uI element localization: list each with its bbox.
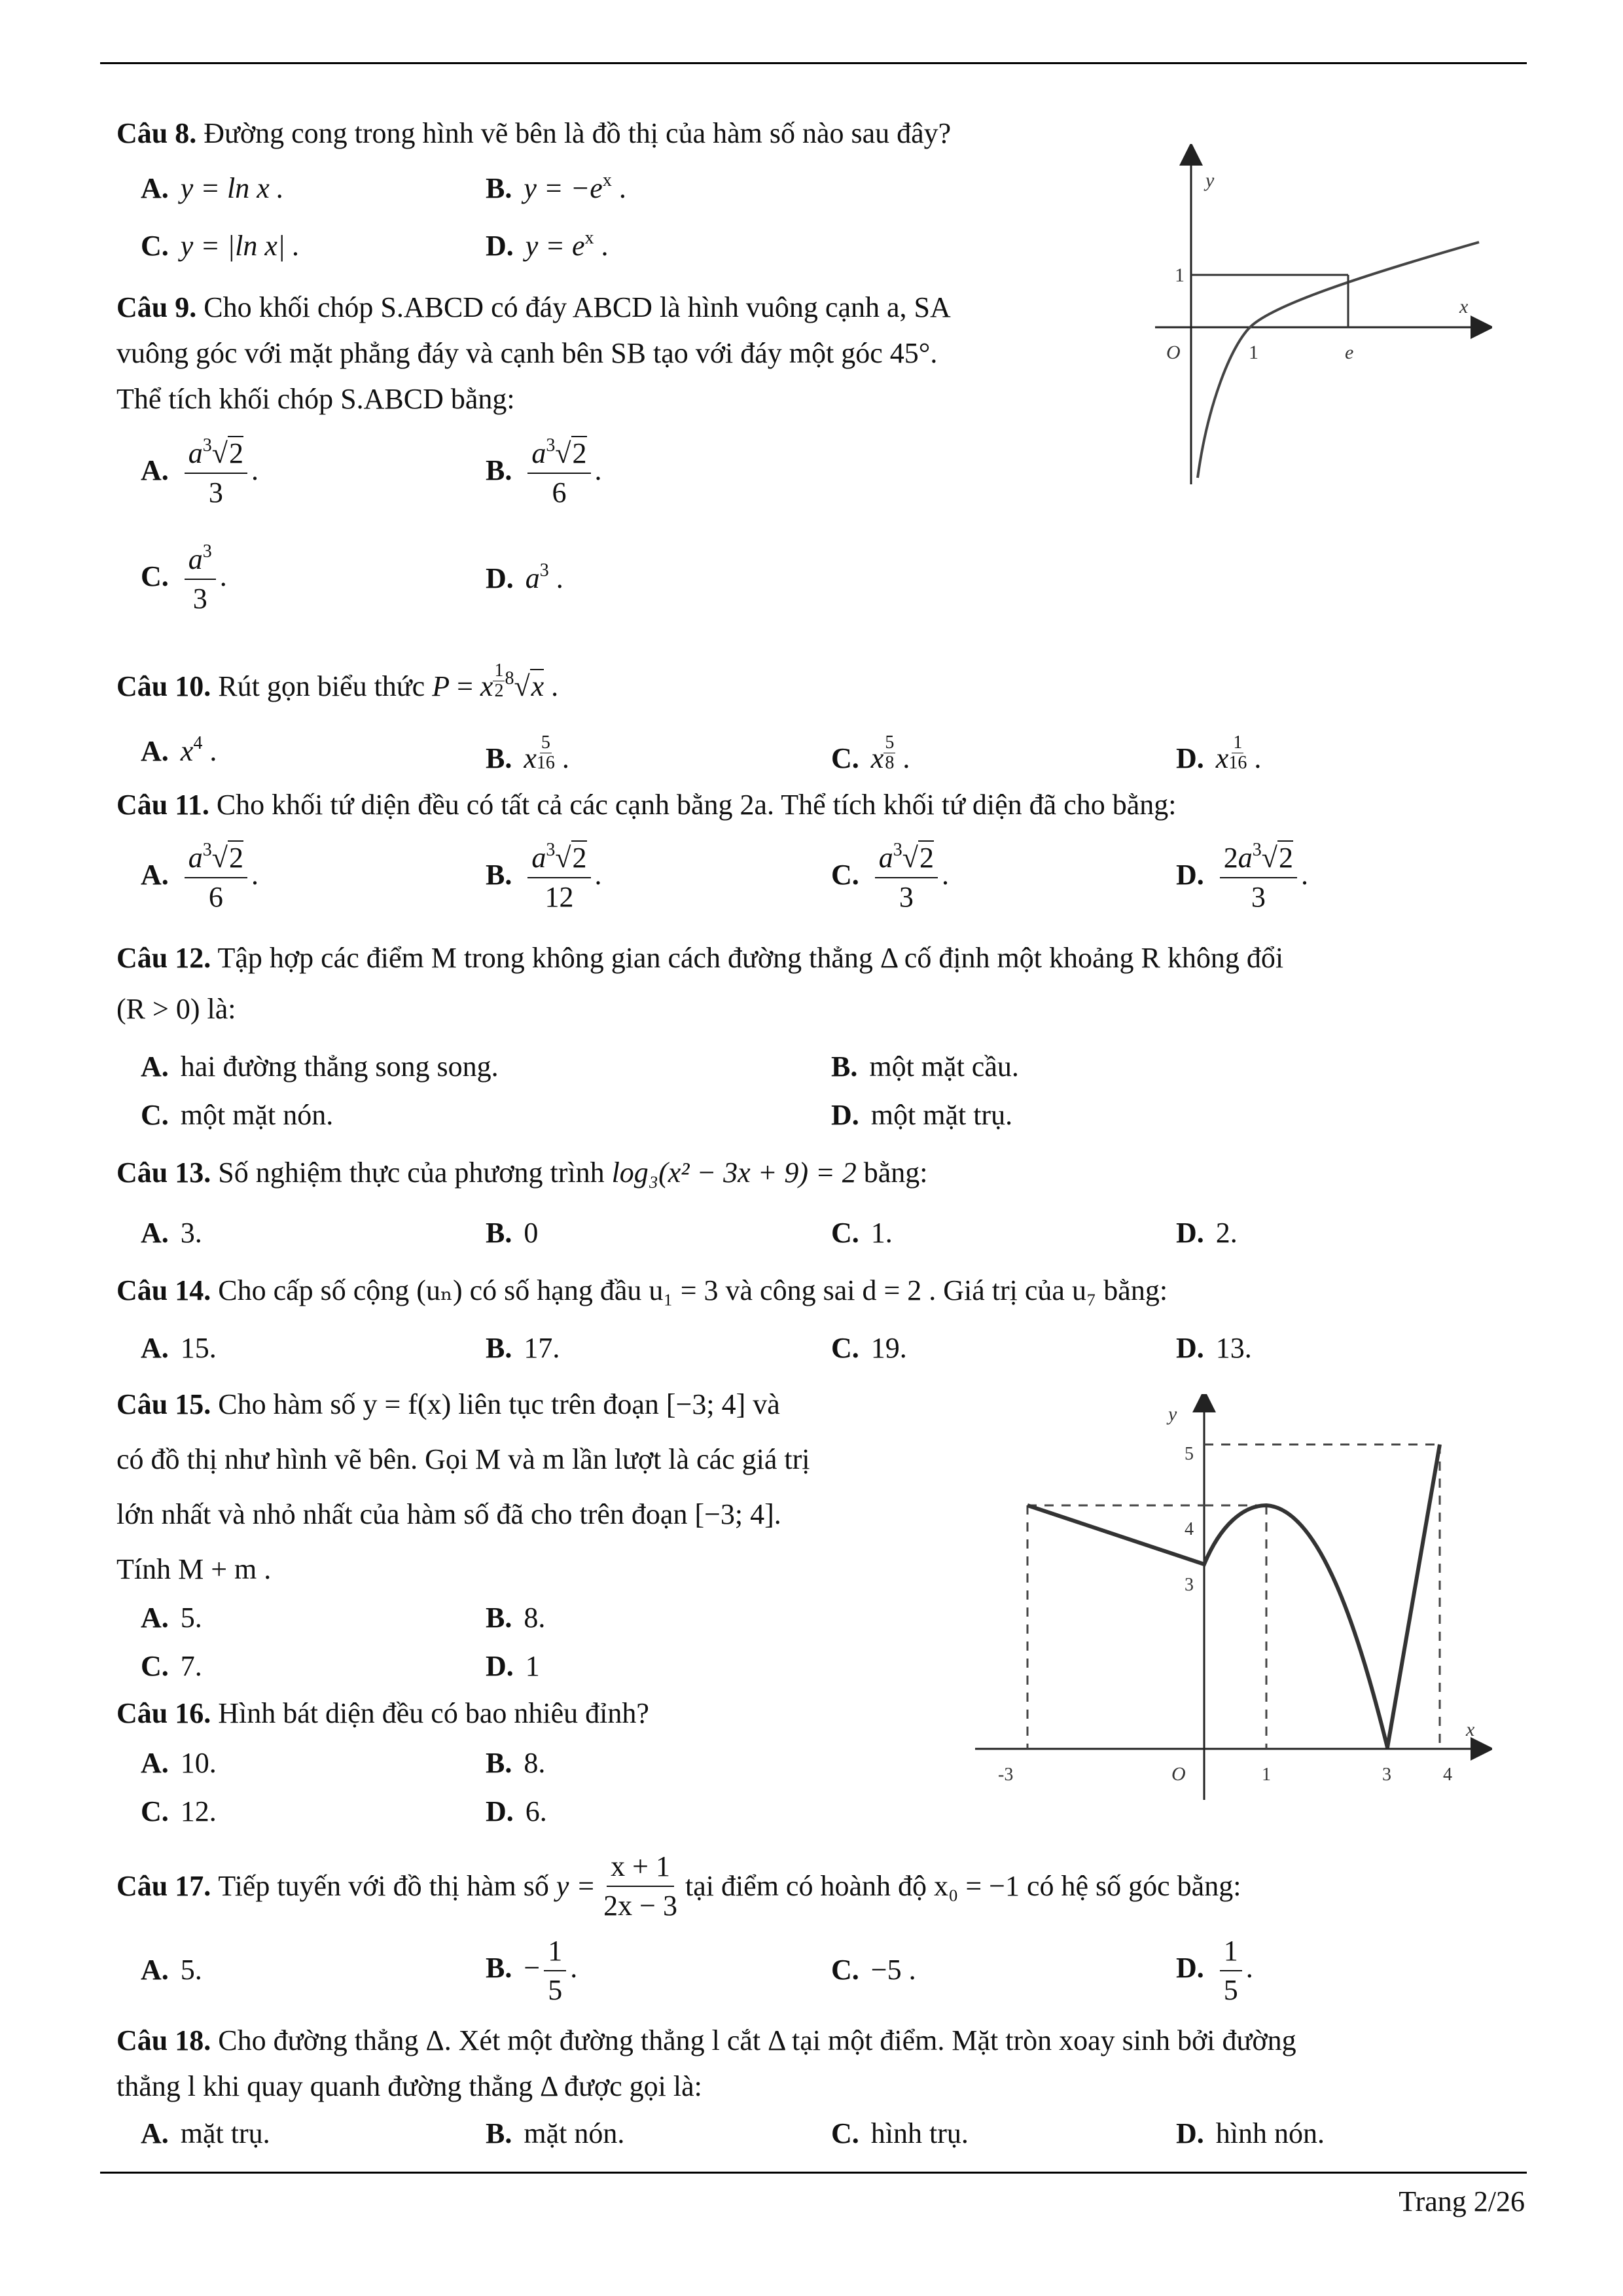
q9-option-a: A. $\frac{a^3√2}{3}$ . [141, 435, 259, 509]
q11-option-c: C. $\frac{a^3√2}{3}$ . [831, 840, 949, 913]
x-label: x [1459, 296, 1469, 317]
q18-option-d: D. hình nón. [1176, 2117, 1325, 2149]
q11-option-a: A. $\frac{a^3√2}{6}$ . [141, 840, 259, 913]
q15-function-graph [969, 1394, 1492, 1806]
question-9-line3: Thể tích khối chóp S.ABCD bằng: [116, 383, 515, 415]
q15-option-c: C. 7. [141, 1650, 202, 1682]
tick-e: e [1345, 342, 1354, 363]
q15-option-d: D. 1 [486, 1650, 540, 1682]
q15-option-b: B. 8. [486, 1602, 546, 1634]
question-9-line2: vuông góc với mặt phẳng đáy và cạnh bên SB tạo với đáy một góc 45°. [116, 337, 938, 369]
q16-option-c: C. 12. [141, 1795, 217, 1827]
origin-label: O [1171, 1763, 1186, 1785]
question-9: Câu 9. Cho khối chóp S.ABCD có đáy ABCD là hình vuông cạnh a, SA [116, 291, 951, 323]
ytick-1: 1 [1175, 264, 1185, 286]
question-17: Câu 17. Tiếp tuyến với đồ thị hàm số y = $\frac{x + 1}{2x - 3}$ tại điểm có hoành độ x₀ = −1 có hệ số góc bằng: [116, 1850, 1241, 1922]
question-15-line4: Tính M + m . [116, 1553, 272, 1585]
y-tick-5: 5 [1185, 1444, 1194, 1464]
x-label: x [1466, 1719, 1475, 1740]
x-tick-4: 4 [1443, 1765, 1452, 1785]
question-16: Câu 16. Hình bát diện đều có bao nhiêu đỉnh? [116, 1697, 649, 1729]
q18-option-a: A. mặt trụ. [141, 2117, 270, 2149]
q14-option-c: C. 19. [831, 1332, 907, 1364]
y-label: y [1205, 170, 1215, 191]
q13-option-b: B. 0 [486, 1217, 539, 1249]
q13-option-d: D. 2. [1176, 1217, 1238, 1249]
q9-option-c: C. $\frac{a^3}{3}$ . [141, 541, 227, 615]
q17-option-a: A. 5. [141, 1954, 202, 1986]
q17-option-b: B. − $\frac{1}{5}$ . [486, 1935, 578, 2006]
q17-option-c: C. −5 . [831, 1954, 916, 1986]
y-tick-4: 4 [1185, 1519, 1194, 1539]
q14-option-d: D. 13. [1176, 1332, 1252, 1364]
q8-option-a: A. y = ln x . [141, 172, 284, 204]
question-12: Câu 12. Tập hợp các điểm M trong không gian cách đường thẳng Δ cố định một khoảng R không đổi [116, 942, 1284, 974]
question-15-line2: có đồ thị như hình vẽ bên. Gọi M và m lần lượt là các giá trị [116, 1443, 810, 1475]
q18-option-b: B. mặt nón. [486, 2117, 625, 2149]
q8-log-graph [1152, 144, 1492, 497]
function-curve [1027, 1444, 1440, 1748]
q15-option-a: A. 5. [141, 1602, 202, 1634]
page-number: Trang 2/26 [1399, 2185, 1525, 2217]
log-curve [1198, 242, 1479, 478]
question-8: Câu 8. Đường cong trong hình vẽ bên là đồ thị của hàm số nào sau đây? [116, 117, 952, 149]
q13-option-c: C. 1. [831, 1217, 893, 1249]
tick-1: 1 [1249, 342, 1258, 363]
q8-option-c: C. y = |ln x| . [141, 230, 300, 262]
q12-option-a: A. hai đường thẳng song song. [141, 1050, 499, 1083]
q10-option-a: A. $x^4$ . [141, 733, 217, 767]
question-15-line3: lớn nhất và nhỏ nhất của hàm số đã cho trên đoạn [−3; 4]. [116, 1498, 781, 1530]
q17-option-d: D. $\frac{1}{5}$ . [1176, 1935, 1253, 2006]
q12-option-b: B. một mặt cầu. [831, 1050, 1019, 1083]
q14-option-a: A. 15. [141, 1332, 217, 1364]
question-18: Câu 18. Cho đường thẳng Δ. Xét một đường thẳng l cắt Δ tại một điểm. Mặt tròn xoay sinh bởi đường [116, 2024, 1296, 2056]
q12-option-c: C. một mặt nón. [141, 1099, 334, 1131]
x-tick-3: 3 [1382, 1765, 1391, 1785]
q8-option-b: B. $y = -e^x$ . [486, 170, 626, 204]
origin-label: O [1166, 342, 1181, 363]
q16-option-b: B. 8. [486, 1747, 546, 1779]
q10-option-c: C. x $\frac{5}{8}$ . [831, 732, 910, 774]
question-10: Câu 10. Rút gọn biểu thức P = x $\frac{1}{2}$ $^8$√x . [116, 660, 559, 702]
y-tick-3: 3 [1185, 1575, 1194, 1595]
question-18-line2: thẳng l khi quay quanh đường thẳng Δ được gọi là: [116, 2070, 702, 2102]
q11-option-b: B. $\frac{a^3√2}{12}$ . [486, 840, 602, 913]
question-15: Câu 15. Cho hàm số y = f(x) liên tục trên đoạn [−3; 4] và [116, 1388, 780, 1420]
q12-option-d: D. một mặt trụ. [831, 1099, 1013, 1131]
q9-option-d: D. $a^3$ . [486, 560, 563, 594]
q16-option-a: A. 10. [141, 1747, 217, 1779]
q14-option-b: B. 17. [486, 1332, 560, 1364]
bottom-rule [100, 2172, 1527, 2174]
q8-option-d: D. $y = e^x$ . [486, 228, 609, 262]
top-rule [100, 62, 1527, 64]
q10-option-b: B. x $\frac{5}{16}$ . [486, 732, 569, 774]
q18-option-c: C. hình trụ. [831, 2117, 969, 2149]
q9-option-b: B. $\frac{a^3√2}{6}$ . [486, 435, 602, 509]
question-12-line2: (R > 0) là: [116, 993, 236, 1025]
q13-option-a: A. 3. [141, 1217, 202, 1249]
question-11: Câu 11. Cho khối tứ diện đều có tất cả các cạnh bằng 2a. Thể tích khối tứ diện đã cho bằng: [116, 789, 1177, 821]
q16-option-d: D. 6. [486, 1795, 547, 1827]
q11-option-d: D. $\frac{2a^3√2}{3}$ . [1176, 840, 1308, 913]
x-tick-m3: -3 [998, 1765, 1014, 1785]
q10-option-d: D. x $\frac{1}{16}$ . [1176, 732, 1262, 774]
y-label: y [1168, 1403, 1177, 1425]
question-13: Câu 13. Số nghiệm thực của phương trình log₃(x² − 3x + 9) = 2 bằng: [116, 1157, 928, 1189]
question-14: Câu 14. Cho cấp số cộng (uₙ) có số hạng đầu u₁ = 3 và công sai d = 2 . Giá trị của u₇ bằng: [116, 1274, 1168, 1306]
x-tick-1: 1 [1262, 1765, 1271, 1785]
